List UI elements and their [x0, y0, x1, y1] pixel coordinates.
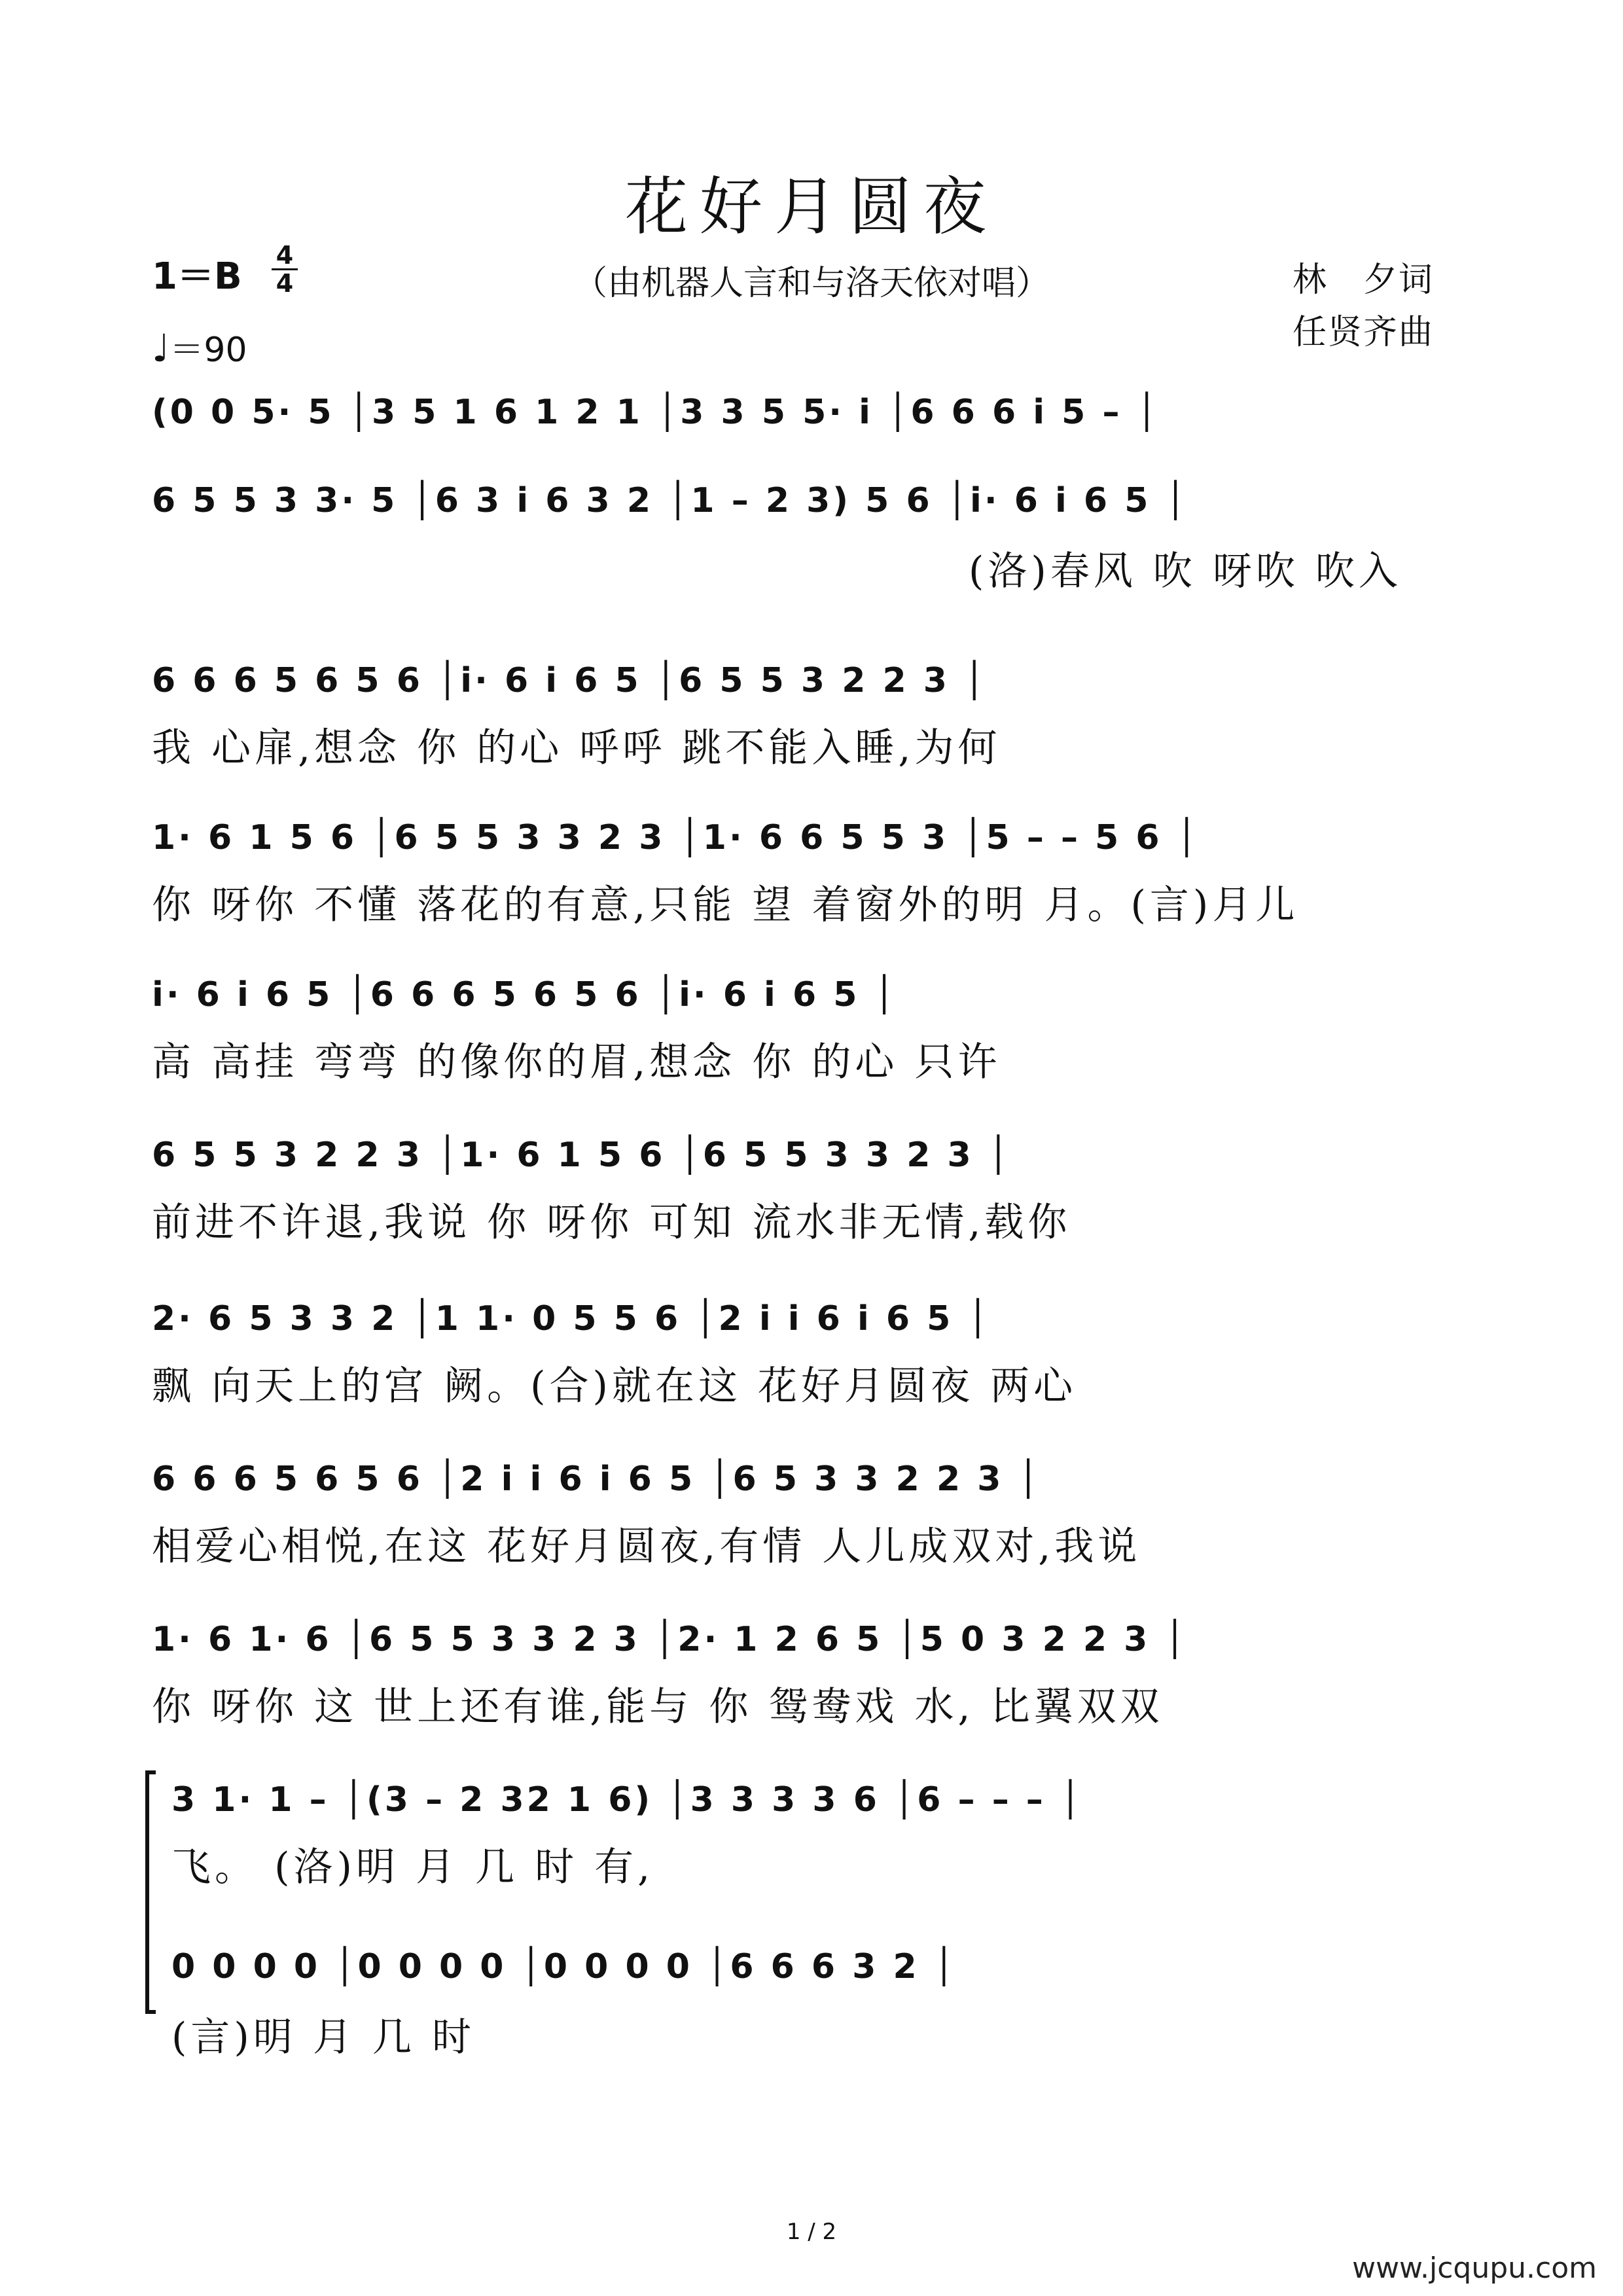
lyric-line-7: 飘 向天上的宫 阙。(合)就在这 花好月圆夜 两心: [152, 1363, 1077, 1409]
score-line-10: 3 1· 1 – │(3 – 2 32 1 6) │3 3 3 3 6 │6 – – – │: [171, 1780, 1084, 1820]
score-line-5: i· 6 i 6 5 │6 6 6 5 6 5 6 │i· 6 i 6 5 │: [152, 975, 897, 1014]
lyric-line-10: 飞。 (洛)明 月 几 时 有,: [171, 1844, 654, 1890]
lyric-line-3: 我 心扉,想念 你 的心 呼呼 跳不能入睡,为何: [152, 725, 1001, 771]
subtitle: （由机器人言和与洛天依对唱）: [573, 264, 1050, 303]
lyric-line-2: (洛)春风 吹 呀吹 吹入: [969, 548, 1402, 594]
score-line-1: (0 0 5· 5 │3 5 1 6 1 2 1 │3 3 5 5· i │6 6 6 i 5 – │: [152, 393, 1160, 432]
page-number: 1 / 2: [786, 2219, 837, 2245]
lyric-line-5: 高 高挂 弯弯 的像你的眉,想念 你 的心 只许: [152, 1039, 1001, 1085]
lyric-line-9: 你 呀你 这 世上还有谁,能与 你 鸳鸯戏 水, 比翼双双: [152, 1684, 1164, 1730]
score-line-11: 0 0 0 0 │0 0 0 0 │0 0 0 0 │6 6 6 3 2 │: [171, 1947, 957, 1986]
score-line-4: 1· 6 1 5 6 │6 5 5 3 3 2 3 │1· 6 6 5 5 3 │5 – – 5 6 │: [152, 818, 1200, 857]
time-signature-bottom: 4: [276, 269, 294, 298]
lyric-line-8: 相爱心相悦,在这 花好月圆夜,有情 人儿成双对,我说: [152, 1524, 1141, 1570]
quarter-note-icon: ♩: [152, 326, 170, 370]
tempo-value: ＝90: [169, 331, 247, 370]
time-signature: [272, 241, 298, 298]
score-line-7: 2· 6 5 3 3 2 │1 1· 0 5 5 6 │2 i i 6 i 6 5 │: [152, 1299, 991, 1338]
score-line-3: 6 6 6 5 6 5 6 │i· 6 i 6 5 │6 5 5 3 2 2 3 │: [152, 661, 988, 700]
score-line-6: 6 5 5 3 2 2 3 │1· 6 1 5 6 │6 5 5 3 3 2 3 │: [152, 1136, 1012, 1175]
lyric-line-4: 你 呀你 不懂 落花的有意,只能 望 着窗外的明 月。(言)月儿: [152, 882, 1299, 928]
song-title: 花好月圆夜: [625, 170, 998, 243]
score-line-8: 6 6 6 5 6 5 6 │2 i i 6 i 6 5 │6 5 3 3 2 2 3 │: [152, 1460, 1041, 1499]
lyric-line-11: (言)明 月 几 时: [171, 2015, 476, 2060]
watermark: www.jcqupu.com: [1352, 2251, 1597, 2285]
score-line-2: 6 5 5 3 3· 5 │6 3 i 6 3 2 │1 – 2 3) 5 6 │i· 6 i 6 5 │: [152, 481, 1188, 520]
lyric-line-6: 前进不许退,我说 你 呀你 可知 流水非无情,载你: [152, 1200, 1071, 1246]
composer-credit: 任贤齐曲: [1293, 313, 1435, 352]
time-signature-top: 4: [276, 241, 294, 270]
score-line-9: 1· 6 1· 6 │6 5 5 3 3 2 3 │2· 1 2 6 5 │5 0 3 2 2 3 │: [152, 1620, 1188, 1659]
duet-bracket: [145, 1770, 156, 2014]
lyricist-credit: 林 夕词: [1293, 260, 1435, 300]
key-signature: 1＝B: [152, 255, 242, 298]
tempo-marking: [152, 322, 247, 371]
